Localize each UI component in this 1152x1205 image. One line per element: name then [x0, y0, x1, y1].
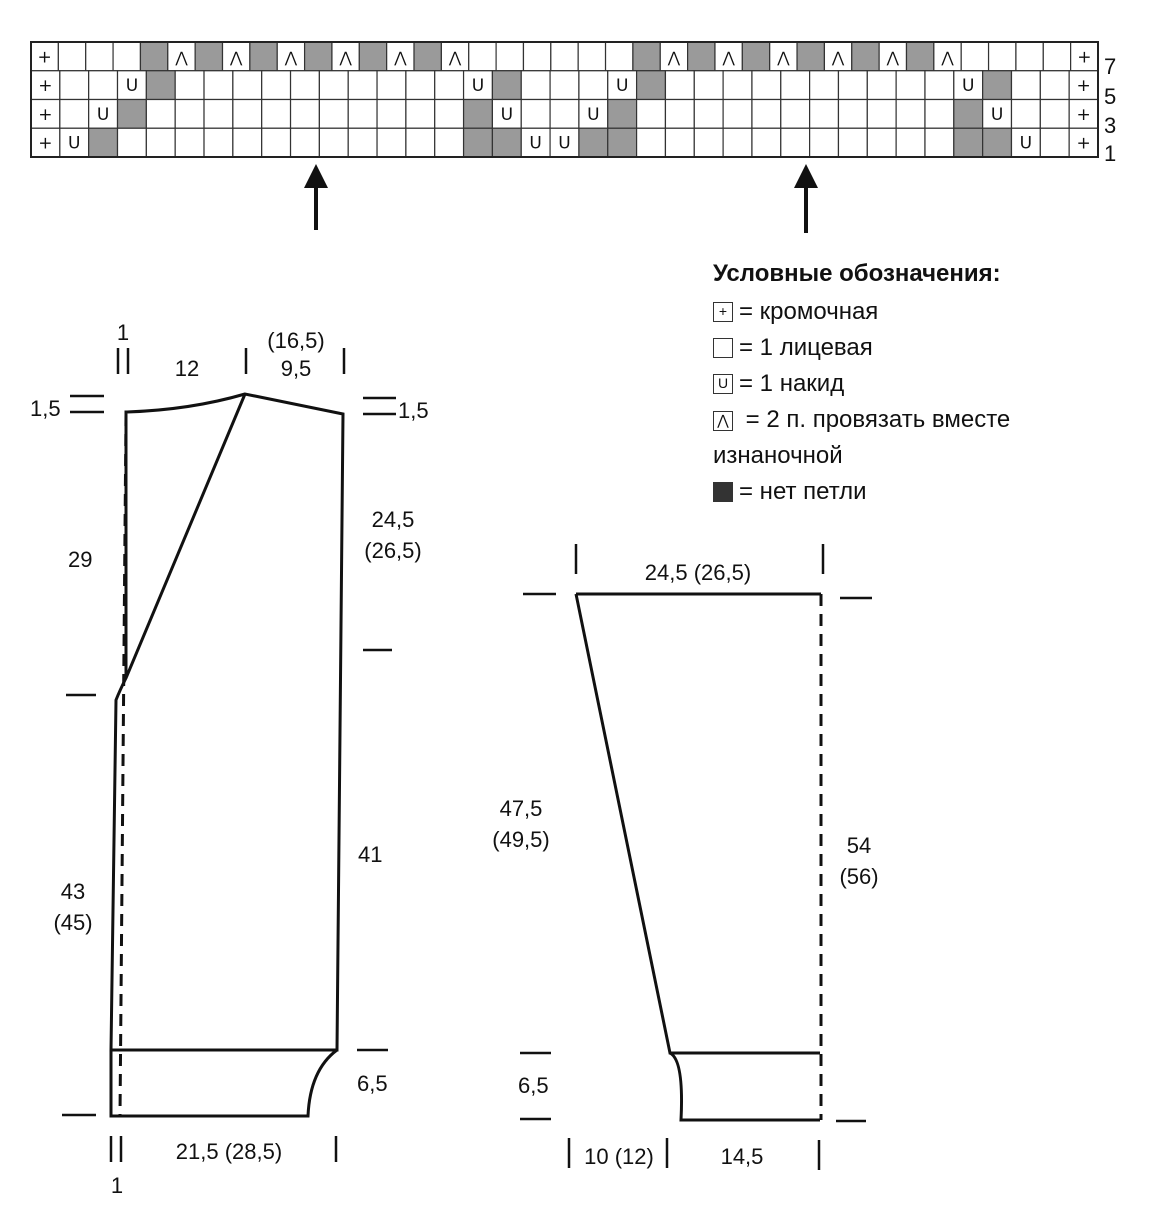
legend-item-yarnover — [713, 366, 1133, 402]
chart-cell-blank — [896, 71, 925, 100]
yarnover-icon: U — [558, 133, 571, 154]
sleeve-rib — [670, 1053, 820, 1120]
chart-cell-blank — [377, 100, 406, 129]
legend-text: = 1 лицевая — [739, 334, 873, 361]
chart-cell-blank — [1043, 42, 1070, 71]
purl-two-together-icon: ⋀ — [777, 48, 790, 67]
neckline-slope — [126, 394, 245, 678]
sleeve-side-length-alt: (49,5) — [492, 827, 550, 852]
yarnover-icon: U — [990, 104, 1004, 125]
sleeve-center-length-alt: (56) — [839, 864, 879, 889]
chart-cell-none — [146, 71, 175, 100]
chart-cell-none — [492, 128, 521, 157]
shoulder-slope-left: 1,5 — [30, 396, 61, 421]
chart-cell-none — [954, 128, 983, 157]
chart-cell-blank — [1016, 42, 1043, 71]
chart-cell-blank — [896, 100, 925, 129]
armhole-height: 24,5 — [371, 507, 415, 532]
legend-text: = 2 п. провязать вместе изнаночной — [713, 406, 1011, 469]
edge-stitch-icon: + — [713, 302, 733, 322]
legend-item-knit — [713, 330, 1133, 366]
edge-stitch-icon: + — [1076, 104, 1091, 125]
chart-cell-blank — [175, 100, 204, 129]
chart-cell-blank — [319, 100, 348, 129]
purl-two-together-icon: ⋀ — [831, 48, 845, 67]
chart-cell-blank — [89, 71, 118, 100]
chart-cell-blank — [838, 71, 867, 100]
chart-cell-blank — [60, 71, 89, 100]
chart-cell-blank — [579, 71, 608, 100]
purl-two-together-icon: ⋀ — [667, 48, 681, 67]
yarnover-icon: U — [500, 104, 514, 125]
chart-cell-blank — [665, 128, 694, 157]
legend-item-no-stitch — [713, 474, 1133, 510]
sleeve-schematic — [576, 594, 821, 1120]
purl-two-together-icon: ⋀ — [941, 48, 954, 67]
arrow-left-head — [304, 164, 328, 188]
chart-cell-blank — [867, 71, 896, 100]
chart-cell-blank — [867, 100, 896, 129]
chart-cell-blank — [752, 71, 781, 100]
row-label: 1 — [1104, 141, 1117, 166]
chart-cell-blank — [838, 128, 867, 157]
chart-cell-none — [797, 42, 824, 71]
chart-cell-none — [608, 128, 637, 157]
chart-cell-blank — [925, 71, 954, 100]
chart-cell-blank — [665, 100, 694, 129]
chart-cell-blank — [961, 42, 988, 71]
chart-cell-blank — [348, 100, 377, 129]
row-label: 5 — [1104, 84, 1117, 109]
purl-two-together-icon: ⋀ — [230, 48, 243, 67]
knit-stitch-icon — [713, 338, 733, 358]
sleeve-bottom-right: 14,5 — [720, 1144, 764, 1169]
chart-cell-blank — [694, 71, 723, 100]
front-rib — [111, 1050, 337, 1116]
chart-cell-blank — [521, 71, 550, 100]
chart-cell-blank — [233, 71, 262, 100]
chart-cell-blank — [810, 71, 839, 100]
purl-two-together-icon: ⋀ — [284, 48, 298, 67]
sleeve-side-length: 47,5 — [499, 796, 543, 821]
front-neck-width: 12 — [174, 356, 200, 381]
yarnover-icon: U — [962, 76, 975, 97]
chart-cell-none — [464, 128, 493, 157]
purl-two-together-icon: ⋀ — [175, 48, 188, 67]
purl-two-together-icon: ⋀ — [448, 48, 462, 67]
chart-cell-none — [688, 42, 715, 71]
chart-cell-none — [906, 42, 933, 71]
chart-cell-blank — [233, 100, 262, 129]
shoulder-slope-right: 1,5 — [398, 398, 429, 423]
chart-cell-blank — [925, 128, 954, 157]
chart-cell-blank — [118, 128, 147, 157]
chart-cell-blank — [146, 100, 175, 129]
chart-cell-blank — [233, 128, 262, 157]
chart-cell-blank — [291, 128, 320, 157]
legend-text: = кромочная — [739, 298, 879, 325]
chart-cell-none — [608, 100, 637, 129]
edge-stitch-icon: + — [37, 47, 52, 68]
edge-stitch-icon: + — [38, 76, 53, 97]
chart-cell-blank — [319, 128, 348, 157]
legend-item-edge — [713, 294, 1133, 330]
chart-cell-blank — [1011, 100, 1040, 129]
chart-cell-blank — [86, 42, 113, 71]
chart-cell-blank — [752, 100, 781, 129]
chart-cell-none — [118, 100, 147, 129]
center-front-dashed — [120, 414, 126, 1116]
legend-text: = 1 накид — [739, 370, 845, 397]
chart-cell-blank — [810, 128, 839, 157]
legend-text: = нет петли — [739, 478, 867, 505]
yarnover-icon: U — [96, 104, 110, 125]
chart-cell-blank — [578, 42, 605, 71]
chart-cell-blank — [867, 128, 896, 157]
chart-cell-blank — [723, 100, 752, 129]
chart-cell-blank — [146, 128, 175, 157]
purl-two-together-icon: ⋀ — [886, 48, 899, 67]
legend-title: Условные обозначения: — [713, 260, 1001, 287]
front-schematic — [111, 394, 343, 1116]
yarnover-icon: U — [471, 76, 485, 97]
chart-cell-blank — [406, 100, 435, 129]
chart-cell-blank — [781, 71, 810, 100]
chart-cell-blank — [781, 100, 810, 129]
chart-cell-blank — [204, 71, 233, 100]
front-bottom-width: 21,5 (28,5) — [175, 1139, 283, 1164]
front-shoulder: 9,5 — [280, 356, 312, 381]
chart-cell-blank — [204, 100, 233, 129]
chart-cell-blank — [435, 128, 464, 157]
legend-item-decrease — [713, 402, 1133, 474]
chart-cell-blank — [989, 42, 1016, 71]
chart-cell-blank — [1040, 128, 1069, 157]
yarnover-icon: U — [615, 76, 629, 97]
chart-cell-blank — [810, 100, 839, 129]
chart-cell-blank — [694, 128, 723, 157]
chart-cell-blank — [637, 100, 666, 129]
pattern-chart — [31, 42, 1098, 157]
chart-cell-blank — [348, 128, 377, 157]
chart-cell-blank — [606, 42, 633, 71]
chart-cell-none — [140, 42, 167, 71]
front-shoulder-alt: (16,5) — [267, 328, 325, 353]
front-bottom-edge: 1 — [110, 1173, 124, 1198]
chart-cell-blank — [348, 71, 377, 100]
chart-cell-blank — [113, 42, 140, 71]
sleeve-center-length: 54 — [846, 833, 872, 858]
yarnover-icon: U — [68, 133, 81, 154]
purl-two-together-icon: ⋀ — [713, 411, 733, 431]
sleeve-dimension-ticks — [520, 544, 872, 1170]
chart-cell-none — [492, 71, 521, 100]
chart-cell-none — [637, 71, 666, 100]
yarnover-icon: U — [713, 374, 733, 394]
chart-cell-blank — [291, 71, 320, 100]
chart-cell-none — [250, 42, 277, 71]
chart-cell-blank — [262, 128, 291, 157]
yarnover-icon: U — [125, 76, 139, 97]
chart-cell-blank — [262, 71, 291, 100]
front-rib-height: 6,5 — [357, 1071, 388, 1096]
armhole-height-alt: (26,5) — [364, 538, 422, 563]
chart-cell-none — [633, 42, 660, 71]
chart-cell-blank — [1040, 100, 1069, 129]
chart-cell-blank — [637, 128, 666, 157]
purl-two-together-icon: ⋀ — [394, 48, 407, 67]
edge-stitch-icon: + — [1076, 133, 1091, 154]
chart-cell-none — [852, 42, 879, 71]
sleeve-top-width: 24,5 (26,5) — [644, 560, 752, 585]
front-length-alt: (45) — [53, 910, 93, 935]
chart-cell-blank — [752, 128, 781, 157]
chart-cell-blank — [377, 128, 406, 157]
chart-cell-blank — [665, 71, 694, 100]
chart-cell-none — [464, 100, 493, 129]
front-top-edge: 1 — [116, 320, 130, 345]
chart-cell-none — [305, 42, 332, 71]
chart-cell-blank — [521, 100, 550, 129]
chart-cell-blank — [1040, 71, 1069, 100]
chart-cell-none — [359, 42, 386, 71]
row-label: 3 — [1104, 113, 1117, 138]
chart-cell-blank — [925, 100, 954, 129]
chart-cell-blank — [551, 42, 578, 71]
sleeve-rib-height: 6,5 — [518, 1073, 549, 1098]
legend — [713, 260, 1133, 510]
chart-cell-none — [983, 71, 1012, 100]
chart-arrows — [304, 164, 818, 233]
chart-cell-blank — [175, 128, 204, 157]
chart-cell-blank — [694, 100, 723, 129]
edge-stitch-icon: + — [38, 104, 53, 125]
chart-cell-blank — [523, 42, 550, 71]
chart-cell-blank — [406, 128, 435, 157]
chart-cell-blank — [204, 128, 233, 157]
no-stitch-icon — [713, 482, 733, 502]
chart-cell-blank — [319, 71, 348, 100]
purl-two-together-icon: ⋀ — [339, 48, 352, 67]
chart-cell-blank — [469, 42, 496, 71]
chart-cell-blank — [435, 71, 464, 100]
chart-cell-none — [983, 128, 1012, 157]
chart-cell-blank — [377, 71, 406, 100]
purl-two-together-icon: ⋀ — [722, 48, 735, 67]
chart-cell-blank — [1011, 71, 1040, 100]
chart-cell-blank — [435, 100, 464, 129]
chart-cell-blank — [723, 71, 752, 100]
edge-stitch-icon: + — [38, 133, 53, 154]
chart-cell-blank — [550, 100, 579, 129]
chart-cell-none — [742, 42, 769, 71]
chart-cell-blank — [406, 71, 435, 100]
neck-depth: 29 — [68, 547, 93, 572]
sleeve-bottom-left: 10 (12) — [584, 1144, 654, 1169]
yarnover-icon: U — [1019, 133, 1033, 154]
chart-cell-blank — [550, 71, 579, 100]
edge-stitch-icon: + — [1076, 76, 1091, 97]
chart-cell-blank — [896, 128, 925, 157]
arrow-right-head — [794, 164, 818, 188]
row-label: 7 — [1104, 54, 1117, 79]
chart-cell-blank — [291, 100, 320, 129]
chart-cell-none — [414, 42, 441, 71]
chart-cell-blank — [723, 128, 752, 157]
edge-stitch-icon: + — [1077, 47, 1092, 68]
yarnover-icon: U — [529, 133, 542, 154]
chart-cell-none — [195, 42, 222, 71]
side-length: 41 — [358, 842, 383, 867]
front-outline — [111, 394, 343, 1050]
chart-cell-blank — [262, 100, 291, 129]
front-length: 43 — [60, 879, 86, 904]
chart-cell-blank — [496, 42, 523, 71]
chart-cell-none — [579, 128, 608, 157]
chart-cell-blank — [58, 42, 85, 71]
chart-cell-none — [89, 128, 118, 157]
chart-cell-blank — [838, 100, 867, 129]
chart-cell-blank — [175, 71, 204, 100]
yarnover-icon: U — [587, 104, 600, 125]
chart-cell-blank — [781, 128, 810, 157]
chart-cell-blank — [60, 100, 89, 129]
chart-cell-none — [954, 100, 983, 129]
sleeve-side — [576, 594, 820, 1053]
